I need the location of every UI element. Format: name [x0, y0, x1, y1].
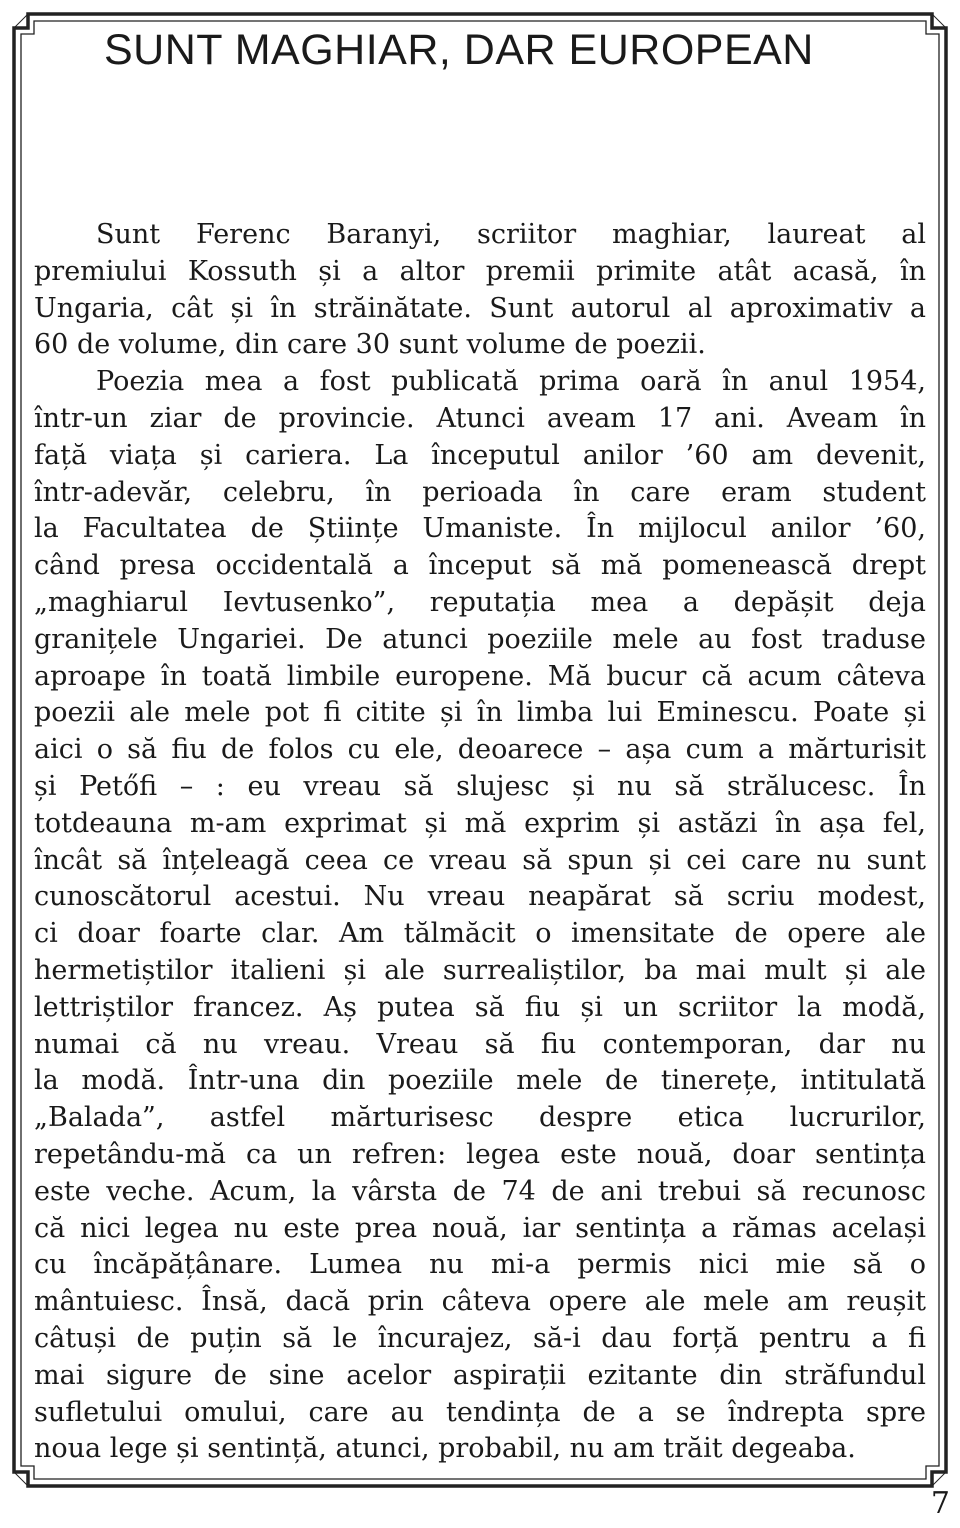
text-line: Sunt Ferenc Baranyi, scriitor maghiar, laureat al — [96, 219, 926, 250]
text-line: granițele Ungariei. De atunci poeziile mele au fost traduse — [34, 623, 926, 655]
text-line: Poezia mea a fost publicată prima oară în anul 1954, — [96, 366, 926, 398]
text-line: ci doar foarte clar. Am tălmăcit o imensitate de opere ale — [34, 918, 926, 950]
page-number: 7 — [930, 1486, 950, 1521]
text-line: premiului Kossuth și a altor premii primite atât acasă, în — [34, 255, 926, 287]
text-line: mântuiesc. Însă, dacă prin câteva opere ale mele am reușit — [34, 1286, 926, 1318]
text-line: că nici legea nu este prea nouă, iar sentința a rămas același — [34, 1212, 926, 1244]
text-line: și Petőfi – : eu vreau să slujesc și nu să strălucesc. În — [34, 770, 926, 802]
text-line: aproape în toată limbile europene. Mă bucur că acum câteva — [34, 660, 926, 692]
text-line: „Balada”, astfel mărturisesc despre etica lucrurilor, — [34, 1102, 926, 1134]
text-line: „maghiarul Ievtusenko”, reputația mea a depășit deja — [34, 586, 926, 618]
text-line: lettriștilor francez. Aș putea să fiu și un scriitor la modă, — [34, 991, 926, 1023]
text-line: numai că nu vreau. Vreau să fiu contemporan, dar nu — [34, 1028, 926, 1060]
text-line: repetându-mă ca un refren: legea este nouă, doar sentința — [34, 1138, 926, 1170]
text-line: încât să înțeleagă ceea ce vreau să spun și cei care nu sunt — [34, 844, 926, 876]
text-line: la Facultatea de Științe Umaniste. În mijlocul anilor ’60, — [34, 513, 926, 545]
text-line: aici o să fiu de folos cu ele, deoarece – așa cum a mărturisit — [34, 734, 926, 766]
text-line: față viața și cariera. La începutul anilor ’60 am devenit, — [34, 439, 926, 471]
page-title: SUNT MAGHIAR, DAR EUROPEAN — [104, 26, 814, 74]
text-line: cu încăpățânare. Lumea nu mi-a permis nici mie să o — [34, 1249, 926, 1281]
text-line: Ungaria, cât și în străinătate. Sunt autorul al aproximativ a — [34, 292, 926, 324]
body-paragraph — [34, 217, 926, 1468]
text-line: într-un ziar de provincie. Atunci aveam 17 ani. Aveam în — [34, 402, 926, 434]
text-line: cunoscătorul acestui. Nu vreau neapărat să scriu modest, — [34, 881, 926, 913]
text-line: poezii ale mele pot fi citite și în limba lui Eminescu. Poate și — [34, 697, 926, 729]
text-line: noua lege și sentință, atunci, probabil, nu am trăit degeaba. — [34, 1433, 856, 1465]
text-line: când presa occidentală a început să mă pomenească drept — [34, 550, 926, 582]
text-line: la modă. Într-una din poeziile mele de tinerețe, intitulată — [34, 1065, 926, 1097]
text-line: mai sigure de sine acelor aspirații ezitante din străfundul — [34, 1359, 926, 1391]
text-line: este veche. Acum, la vârsta de 74 de ani trebui să recunosc — [34, 1175, 926, 1207]
text-line: 60 de volume, din care 30 sunt volume de poezii. — [34, 329, 706, 361]
text-line: sufletului omului, care au tendința de a se îndrepta spre — [34, 1396, 926, 1428]
text-line: într-adevăr, celebru, în perioada în care eram student — [34, 476, 926, 508]
text-line: câtuși de puțin să le încurajez, să-i dau forță pentru a fi — [34, 1322, 926, 1354]
text-line: hermetiștilor italieni și ale surrealiștilor, ba mai mult și ale — [34, 954, 926, 986]
text-line: totdeauna m-am exprimat și mă exprim și astăzi în așa fel, — [34, 807, 926, 839]
